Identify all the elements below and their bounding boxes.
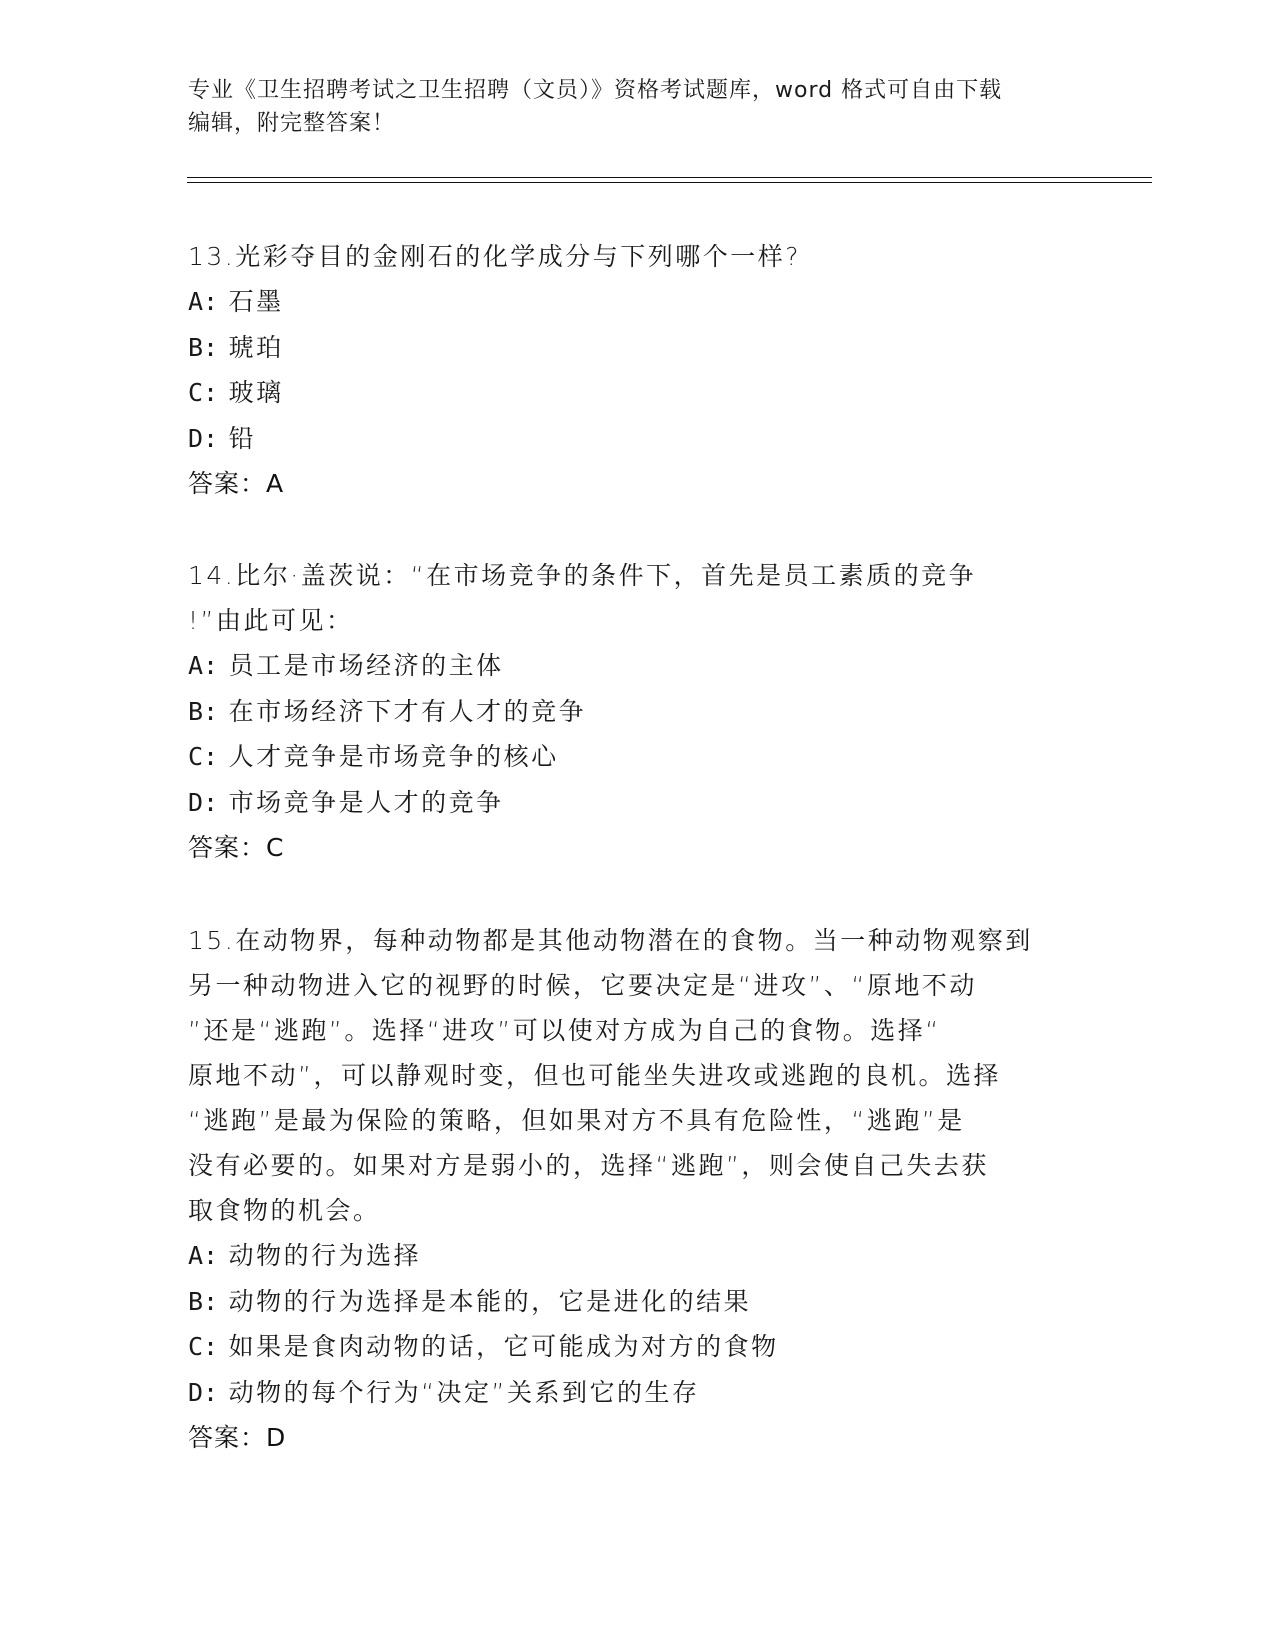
question-stem-line: 另一种动物进入它的视野的时候，它要决定是“进攻”、“原地不动 [188,971,977,1000]
answer-line: 答案：A [188,469,285,498]
option-key: B: [188,1286,219,1316]
option-a [188,279,1088,325]
answer-line: 答案：C [188,833,285,862]
option-text: 玻璃 [228,378,284,407]
question-stem-line: 取食物的机会。 [188,1196,381,1225]
option-key: B: [188,696,219,726]
option-c [188,734,1088,780]
option-text: 动物的行为选择是本能的，它是进化的结果 [228,1286,752,1316]
option-text: 琥珀 [228,332,284,362]
option-key: A: [188,287,219,316]
option-key: A: [188,1241,219,1270]
header-line-1: 专业《卫生招聘考试之卫生招聘（文员）》资格考试题库，word 格式可自由下载 [188,78,1003,103]
option-b [188,1279,1088,1325]
header-divider-top [187,177,1152,178]
question-stem [188,234,1088,279]
option-text: 动物的行为选择 [228,1241,422,1270]
option-key: C: [188,1332,219,1361]
option-key: C: [188,742,219,771]
question-stem-line: 没有必要的。如果对方是弱小的，选择“逃跑”，则会使自己失去获 [188,1151,989,1180]
option-key: B: [188,332,219,362]
question-stem [188,918,1088,1233]
question-15 [188,918,1088,1460]
option-b [188,689,1088,735]
question-stem-line: “逃跑”是最为保险的策略，但如果对方不具有危险性，“逃跑”是 [188,1106,965,1135]
option-key: D: [188,1377,219,1407]
document-header [188,74,1088,140]
option-c [188,370,1088,416]
option-text: 石墨 [228,287,284,316]
question-stem-line: 13.光彩夺目的金刚石的化学成分与下列哪个一样? [188,242,802,271]
option-d [188,780,1088,826]
option-text: 人才竞争是市场竞争的核心 [228,742,559,771]
question-stem-line: ”还是“逃跑”。选择“进攻”可以使对方成为自己的食物。选择“ [188,1016,941,1045]
question-stem-line: 14.比尔·盖茨说：“在市场竞争的条件下，首先是员工素质的竞争 [188,561,977,590]
question-stem-line: 原地不动”，可以静观时变，但也可能坐失进攻或逃跑的良机。选择 [188,1061,1001,1090]
option-d [188,1370,1088,1416]
option-text: 铅 [228,423,257,453]
option-text: 市场竞争是人才的竞争 [228,787,504,817]
option-key: D: [188,423,219,453]
question-13 [188,234,1088,506]
answer-line: 答案：D [188,1423,287,1452]
option-key: A: [188,651,219,680]
option-key: D: [188,787,219,817]
option-text: 如果是食肉动物的话，它可能成为对方的食物 [228,1332,779,1361]
option-b [188,325,1088,371]
question-stem-line: 15.在动物界，每种动物都是其他动物潜在的食物。当一种动物观察到 [188,926,1033,955]
option-text: 在市场经济下才有人才的竞争 [228,696,587,726]
header-divider-bottom [187,182,1152,183]
option-key: C: [188,378,219,407]
option-a [188,1233,1088,1279]
option-c [188,1324,1088,1370]
option-a [188,643,1088,689]
question-stem-line: !”由此可见： [188,606,354,635]
question-stem [188,553,1088,643]
option-text: 动物的每个行为“决定”关系到它的生存 [228,1377,700,1407]
option-text: 员工是市场经济的主体 [228,651,504,680]
header-line-2: 编辑，附完整答案！ [188,111,396,136]
question-14 [188,553,1088,870]
option-d [188,416,1088,462]
